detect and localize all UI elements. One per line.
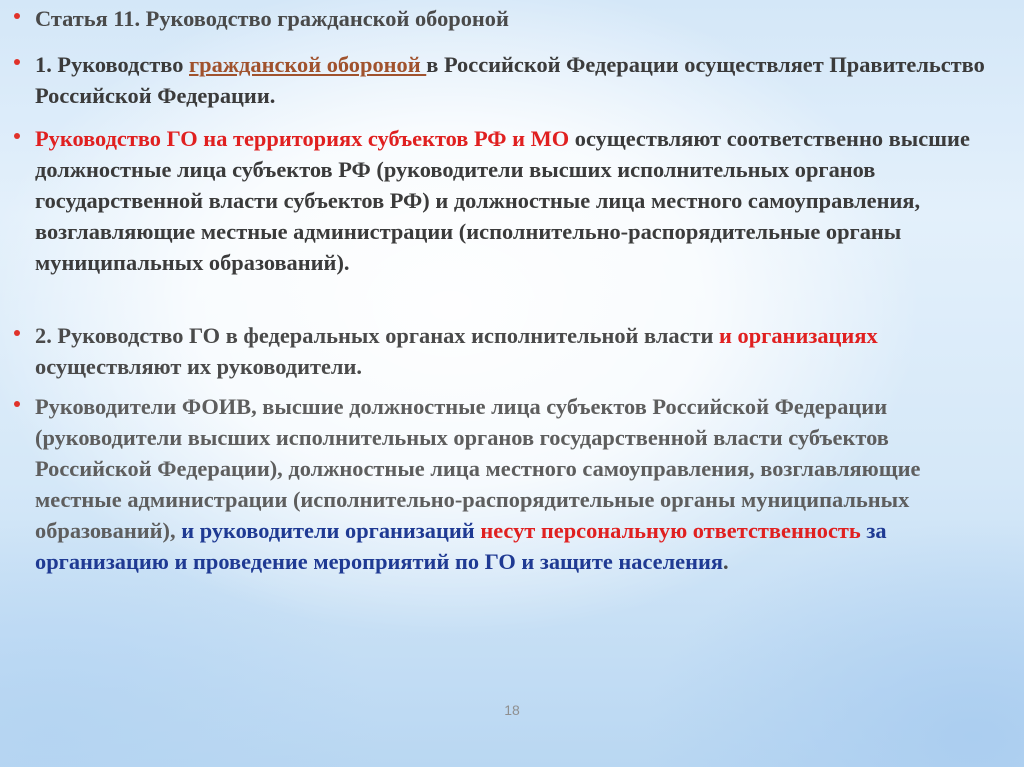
bullet-icon [14,330,20,336]
bullet-icon [14,59,20,65]
bullet-icon [14,401,20,407]
page-number: 18 [504,702,520,718]
civil-defense-link[interactable]: гражданской обороной [189,52,427,77]
highlight-blue: за организацию и проведение мероприятий по ГО и защите населения [35,518,887,574]
text-segment: Руководители ФОИВ, высшие должностные лица субъектов Российской Федерации (руководители высших исполнительных органов государственной власти субъектов Российской Федерации), должностные лица местного самоуправления, возглавляющие местные администрации (исполнительно-распорядительные органы муниципальных образований), [35,394,921,543]
text-segment: осуществляют соответственно высшие должностные лица субъектов РФ (руководители высших исполнительных органов государственной власти субъектов РФ) и должностные лица местного самоуправления, возглавляющие местные администрации (исполнительно-распорядительные органы муниципальных образований). [35,126,970,275]
bullet-text [35,320,1010,382]
highlight-blue: и руководители организаций [175,518,481,543]
highlight-red: несут персональную ответственность [480,518,861,543]
text-segment: 2. Руководство ГО в федеральных органах исполнительной власти [35,323,720,348]
bullet-icon [14,13,20,19]
highlight-red: Руководство ГО на территориях субъектов РФ и МО [35,126,570,151]
slide [14,0,1014,767]
slide-title: Статья 11. Руководство гражданской обороной [35,6,509,31]
bullet-icon [14,133,20,139]
bullet-text [35,49,1010,111]
bullet-text [35,391,1010,577]
text-segment: осуществляют их руководители. [35,354,362,379]
text-segment: . [723,549,729,574]
highlight-red: и организациях [719,323,878,348]
bullet-text [35,123,1010,278]
text-segment: в Российской Федерации осуществляет Правительство Российской Федерации. [35,52,985,108]
text-segment: 1. Руководство [35,52,189,77]
